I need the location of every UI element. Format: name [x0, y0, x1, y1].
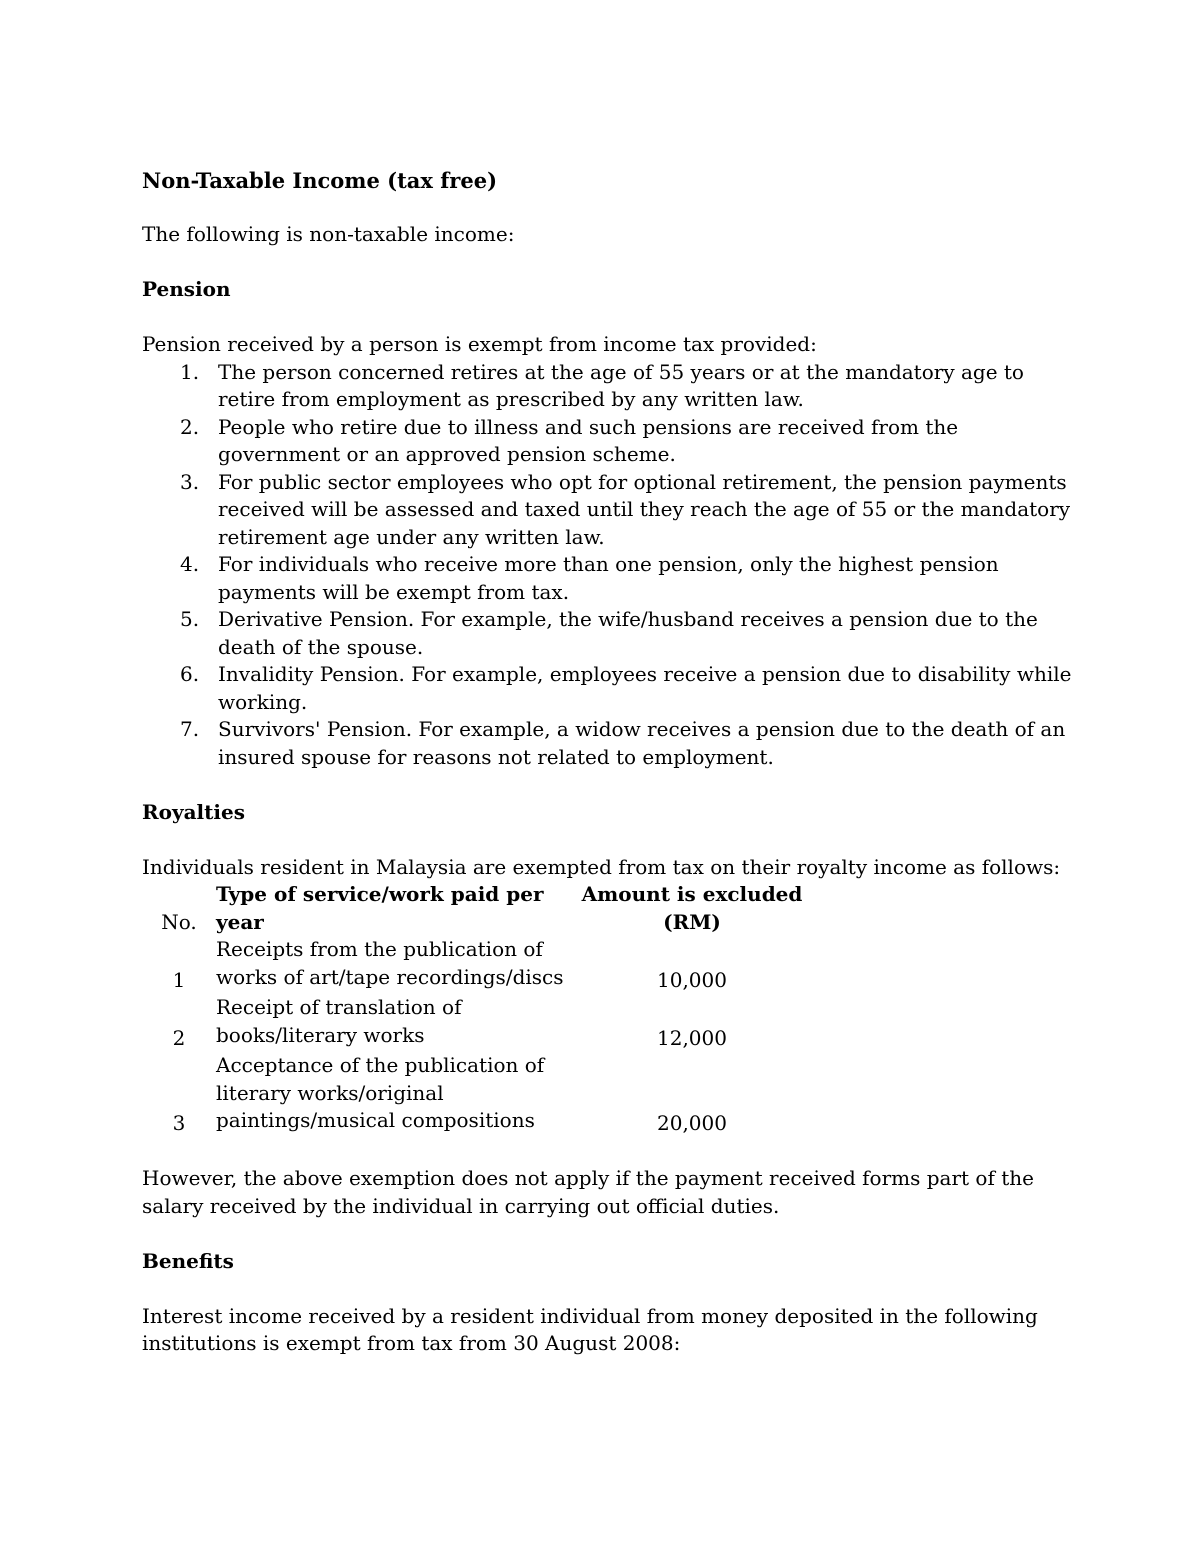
page-title: Non-Taxable Income (tax free) — [142, 168, 498, 193]
list-text: For individuals who receive more than one pension, only the highest pension payments will be exempt from tax. — [218, 552, 999, 604]
document-content — [142, 166, 1072, 1358]
cell-no: 1 — [172, 967, 186, 992]
cell-no: 3 — [172, 1111, 186, 1135]
cell-amount: 10,000 — [657, 967, 727, 992]
royalties-note: However, the above exemption does not apply if the payment received forms part of the salary received by the individual in carrying out official duties. — [142, 1166, 1034, 1218]
list-text: For public sector employees who opt for optional retirement, the pension payments received will be assessed and taxed until they reach the age of 55 or the mandatory retirement age under any written law. — [218, 469, 1071, 549]
list-item — [142, 606, 1072, 661]
list-number: 2. — [180, 414, 200, 439]
royalties-table — [142, 881, 812, 1138]
pension-lead: Pension received by a person is exempt from income tax provided: — [142, 332, 817, 356]
list-item — [142, 661, 1072, 716]
cell-type: Receipts from the publication of works of art/tape recordings/discs — [216, 937, 564, 989]
benefits-lead: Interest income received by a resident individual from money deposited in the following institutions is exempt from tax from 30 August 2008: — [142, 1303, 1038, 1355]
header-no: No. — [161, 909, 197, 934]
cell-type: Receipt of translation of books/literary works — [216, 995, 462, 1047]
table-header-row — [142, 881, 812, 936]
list-text: People who retire due to illness and such pensions are received from the government or an approved pension scheme. — [218, 414, 959, 466]
intro-text: The following is non-taxable income: — [142, 222, 515, 246]
list-item — [142, 551, 1072, 606]
header-type: Type of service/work paid per year — [216, 882, 544, 934]
list-item — [142, 359, 1072, 414]
list-text: The person concerned retires at the age of 55 years or at the mandatory age to retire from employment as prescribed by any written law. — [218, 359, 1024, 411]
pension-list — [142, 359, 1072, 772]
cell-amount: 12,000 — [657, 1025, 727, 1050]
list-number: 1. — [180, 359, 200, 384]
list-text: Survivors' Pension. For example, a widow receives a pension due to the death of an insured spouse for reasons not related to employment. — [218, 717, 1066, 769]
cell-no: 2 — [172, 1025, 186, 1050]
pension-heading: Pension — [142, 277, 231, 301]
royalties-heading: Royalties — [142, 799, 245, 824]
list-number: 4. — [180, 552, 200, 576]
list-number: 7. — [180, 717, 200, 741]
list-number: 3. — [180, 469, 200, 494]
header-amount: Amount is excluded (RM) — [581, 882, 803, 934]
royalties-lead: Individuals resident in Malaysia are exempted from tax on their royalty income as follows: — [142, 854, 1061, 879]
list-number: 5. — [180, 607, 200, 631]
list-text: Derivative Pension. For example, the wife/husband receives a pension due to the death of the spouse. — [218, 607, 1038, 659]
table-row — [142, 936, 812, 994]
benefits-heading: Benefits — [142, 1248, 234, 1273]
cell-type: Acceptance of the publication of literary works/original paintings/musical compositions — [216, 1053, 545, 1132]
table-row — [142, 1052, 812, 1138]
list-item — [142, 469, 1072, 552]
cell-amount: 20,000 — [657, 1111, 727, 1135]
list-item — [142, 414, 1072, 469]
list-number: 6. — [180, 662, 200, 686]
table-row — [142, 994, 812, 1052]
list-item — [142, 716, 1072, 771]
list-text: Invalidity Pension. For example, employees receive a pension due to disability while working. — [218, 662, 1072, 714]
